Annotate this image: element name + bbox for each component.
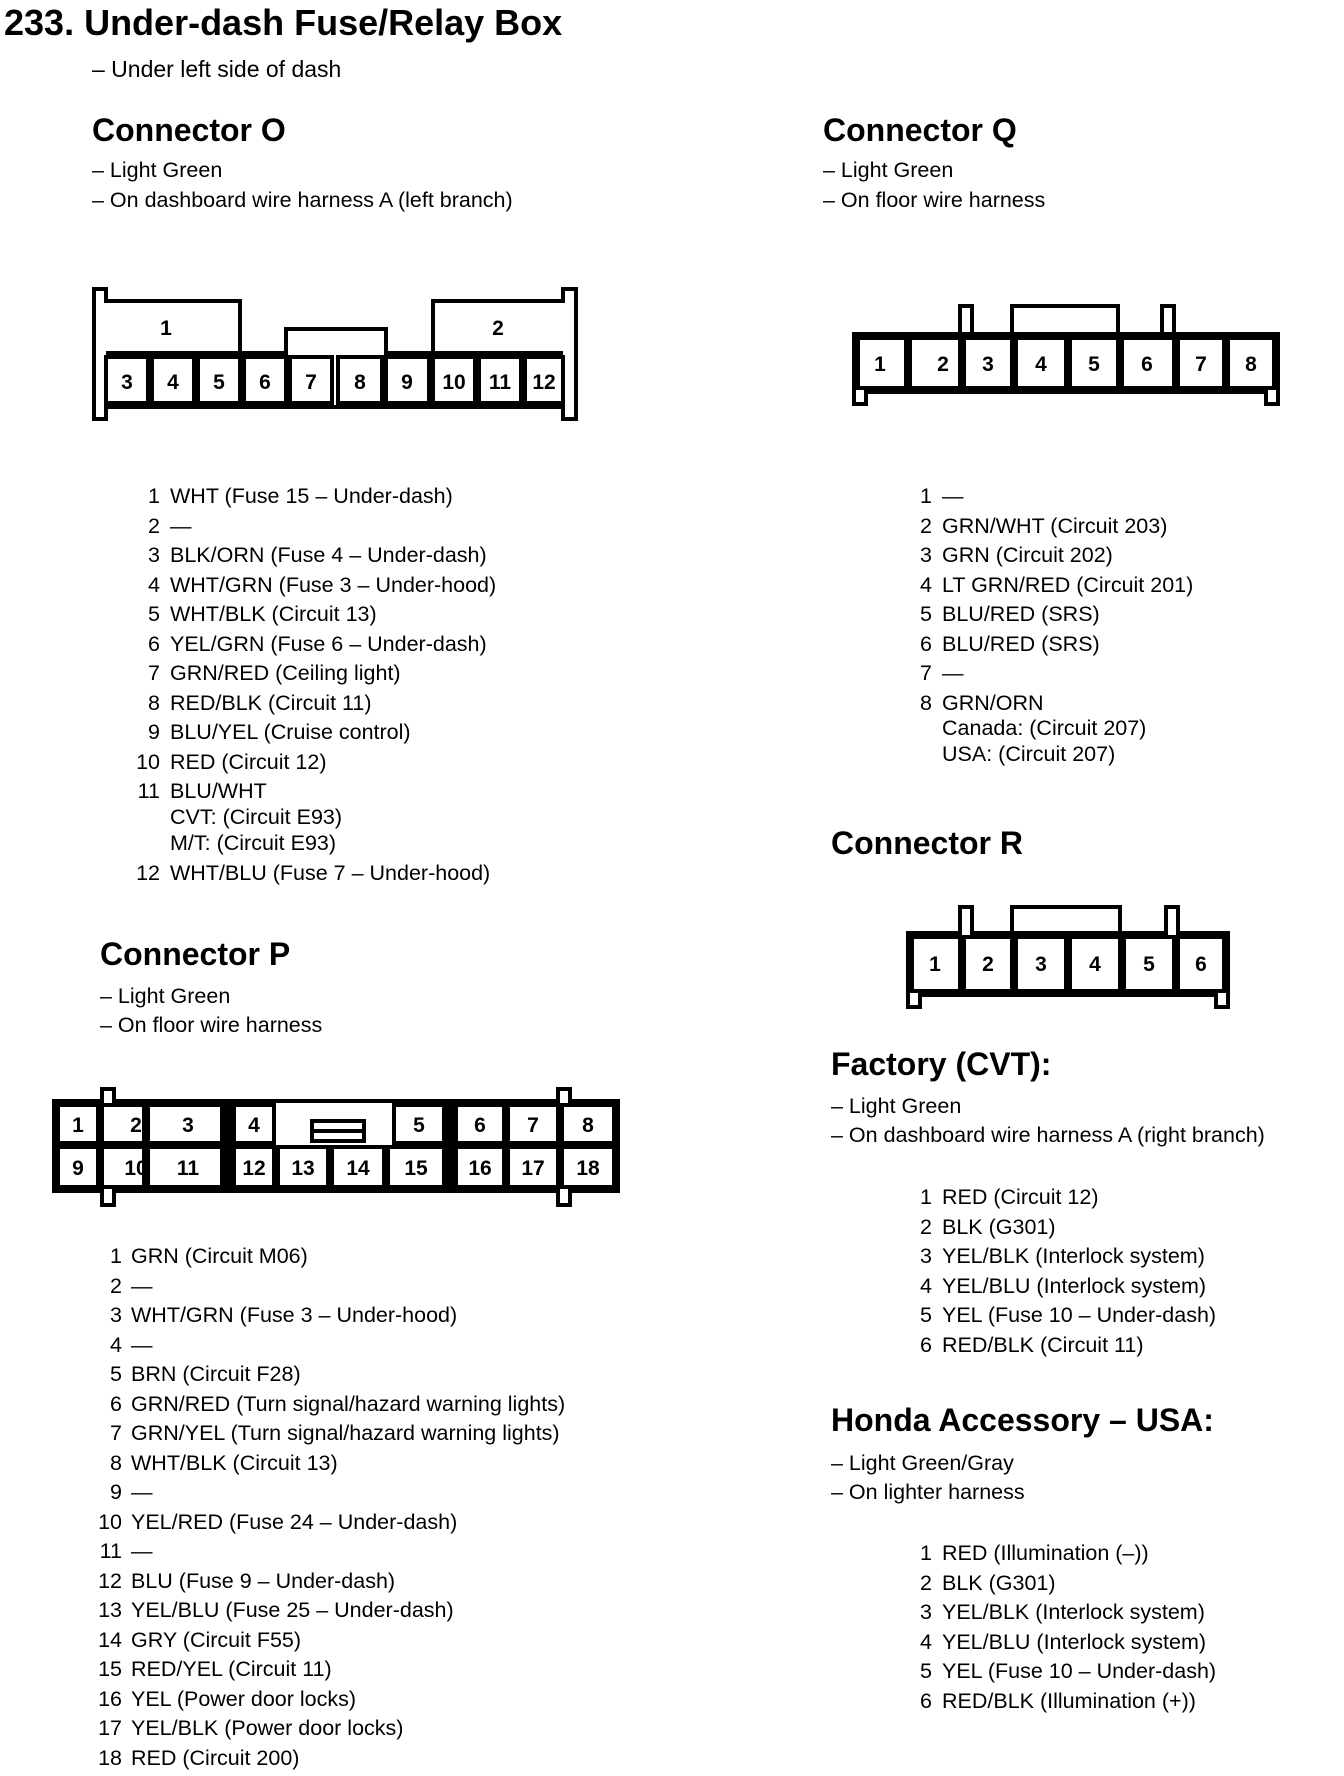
connector-o-pin-label: 3: [121, 371, 133, 394]
connector-o-pin-label: 9: [401, 371, 413, 394]
connector-o-title: Connector O: [92, 112, 286, 148]
connector-o-pin-label: 8: [354, 371, 366, 394]
connector-p-pin-label: 18: [576, 1157, 600, 1180]
connector-r-pin-label: 5: [1143, 953, 1155, 976]
factory-cvt-pin-list: 1 RED (Circuit 12) 2 BLK (G301) 3 YEL/BLK (Interlock system) 4 YEL/BLU (Interlock system) 5 YEL (Fuse 10 – Under-dash) 6 RED/BLK (Circuit 11): [920, 1185, 1217, 1357]
connector-p-pin-label: 4: [248, 1114, 260, 1137]
connector-q-pin-label: 5: [1088, 353, 1100, 376]
connector-q-pin-label: 6: [1141, 353, 1153, 376]
connector-p-color: – Light Green: [100, 984, 231, 1008]
connector-q-title: Connector Q: [823, 112, 1017, 148]
connector-p-location: – On floor wire harness: [100, 1013, 323, 1037]
connector-q-pin-label: 8: [1245, 353, 1257, 376]
connector-o-pin-label: 5: [213, 371, 225, 394]
pin-sub-line: CVT: (Circuit E93): [170, 805, 343, 829]
honda-accessory-pin-list: 1 RED (Illumination (–)) 2 BLK (G301) 3 YEL/BLK (Interlock system) 4 YEL/BLU (Interlock system) 5 YEL (Fuse 10 – Under-dash) 6 RED/BLK (Illumination (+)): [920, 1541, 1217, 1713]
page-subtitle: – Under left side of dash: [92, 56, 342, 82]
connector-r-pin-label: 6: [1195, 953, 1207, 976]
honda-accessory-color: – Light Green/Gray: [831, 1451, 1014, 1475]
connector-r-pin-label: 2: [982, 953, 994, 976]
page-title: 233. Under-dash Fuse/Relay Box: [4, 2, 563, 43]
pin-sub-line: Canada: (Circuit 207): [942, 716, 1147, 740]
connector-p-pin-label: 1: [72, 1114, 84, 1137]
connector-o-pin-label: 7: [305, 371, 317, 394]
connector-q-diagram: [850, 300, 1290, 410]
connector-q-pin-label: 3: [982, 353, 994, 376]
connector-o-pin-label: 6: [259, 371, 271, 394]
connector-p-pin-label: 11: [176, 1157, 200, 1180]
connector-p-pin-label: 14: [346, 1157, 370, 1180]
connector-o-color: – Light Green: [92, 158, 223, 182]
connector-p-pin-label: 5: [413, 1114, 425, 1137]
connector-p-pin-label: 8: [582, 1114, 594, 1137]
connector-p-pin-label: 9: [72, 1157, 84, 1180]
connector-p-pin-label: 15: [404, 1157, 428, 1180]
connector-p-pin-label: 10: [124, 1157, 148, 1180]
connector-p-diagram: [50, 1085, 630, 1210]
connector-p-pin-label: 16: [468, 1157, 492, 1180]
connector-q-pin-label: 1: [874, 353, 886, 376]
honda-accessory-title: Honda Accessory – USA:: [831, 1402, 1214, 1438]
connector-q-pin-label: 7: [1195, 353, 1207, 376]
connector-r-pin-label: 3: [1035, 953, 1047, 976]
connector-r-diagram: [904, 903, 1234, 1013]
connector-p-pin-list: 1 GRN (Circuit M06) 2 — 3 WHT/GRN (Fuse 3 – Under-hood) 4 — 5 BRN (Circuit F28) 6 GRN/RED (Turn signal/hazard warning lights) 7 GRN/YEL (Turn signal/hazard warning lights) 8 WHT/BLK (Circuit 13) 9 — 10 YEL/RED (Fuse 24 – Under-dash) 11 — 12 BLU (Fuse 9 – Under-dash) 13 YEL/BLU (Fuse 25 – Under-dash) 14 GRY (Circuit F55) 15 RED/YEL (Circuit 11) 16 YEL (Power door locks) 17 YEL/BLK (Power door locks) 18 RED (Circuit 200): [98, 1244, 566, 1770]
connector-o-location: – On dashboard wire harness A (left branch): [92, 188, 513, 212]
connector-o-pin-label: 12: [532, 371, 556, 394]
connector-p-pin-label: 17: [521, 1157, 545, 1180]
connector-p-pin-label: 2: [130, 1114, 142, 1137]
connector-q-pin-label: 2: [937, 353, 949, 376]
connector-q-pin-label: 4: [1035, 353, 1047, 376]
pin-sub-line: M/T: (Circuit E93): [170, 831, 337, 855]
connector-o-pin-label: 2: [492, 317, 504, 340]
connector-q-color: – Light Green: [823, 158, 954, 182]
connector-o-pin-list: 1 WHT (Fuse 15 – Under-dash) 2 — 3 BLK/ORN (Fuse 4 – Under-dash) 4 WHT/GRN (Fuse 3 – Under-hood) 5 WHT/BLK (Circuit 13) 6 YEL/GRN (Fuse 6 – Under-dash) 7 GRN/RED (Ceiling light) 8 RED/BLK (Circuit 11) 9 BLU/YEL (Cruise control) 10 RED (Circuit 12) 11 BLU/WHT CVT: (Circuit E93) M/T: (Circuit E93) 12 WHT/BLU (Fuse 7 – Under-hood): [136, 484, 497, 885]
connector-r-title: Connector R: [831, 825, 1023, 861]
honda-accessory-location: – On lighter harness: [831, 1480, 1025, 1504]
connector-o-diagram: [88, 285, 588, 425]
connector-p-pin-label: 13: [291, 1157, 315, 1180]
connector-o-pin-label: 10: [442, 371, 466, 394]
connector-q-location: – On floor wire harness: [823, 188, 1046, 212]
connector-p-pin-label: 7: [527, 1114, 539, 1137]
connector-p-pin-label: 6: [474, 1114, 486, 1137]
factory-cvt-color: – Light Green: [831, 1094, 962, 1118]
pin-sub-line: USA: (Circuit 207): [942, 742, 1116, 766]
connector-r-pin-label: 4: [1089, 953, 1101, 976]
factory-cvt-title: Factory (CVT):: [831, 1046, 1052, 1082]
factory-cvt-location: – On dashboard wire harness A (right branch): [831, 1123, 1265, 1147]
connector-r-pin-label: 1: [929, 953, 941, 976]
connector-p-pin-label: 3: [182, 1114, 194, 1137]
connector-o-pin-label: 4: [167, 371, 179, 394]
connector-p-pin-label: 12: [242, 1157, 266, 1180]
connector-p-title: Connector P: [100, 936, 291, 972]
connector-o-pin-label: 1: [160, 317, 172, 340]
connector-o-pin-label: 11: [488, 371, 512, 394]
connector-q-pin-list: 1 — 2 GRN/WHT (Circuit 203) 3 GRN (Circuit 202) 4 LT GRN/RED (Circuit 201) 5 BLU/RED (SRS) 6 BLU/RED (SRS) 7 — 8 GRN/ORN Canada: (Circuit 207) USA: (Circuit 207): [920, 484, 1194, 766]
